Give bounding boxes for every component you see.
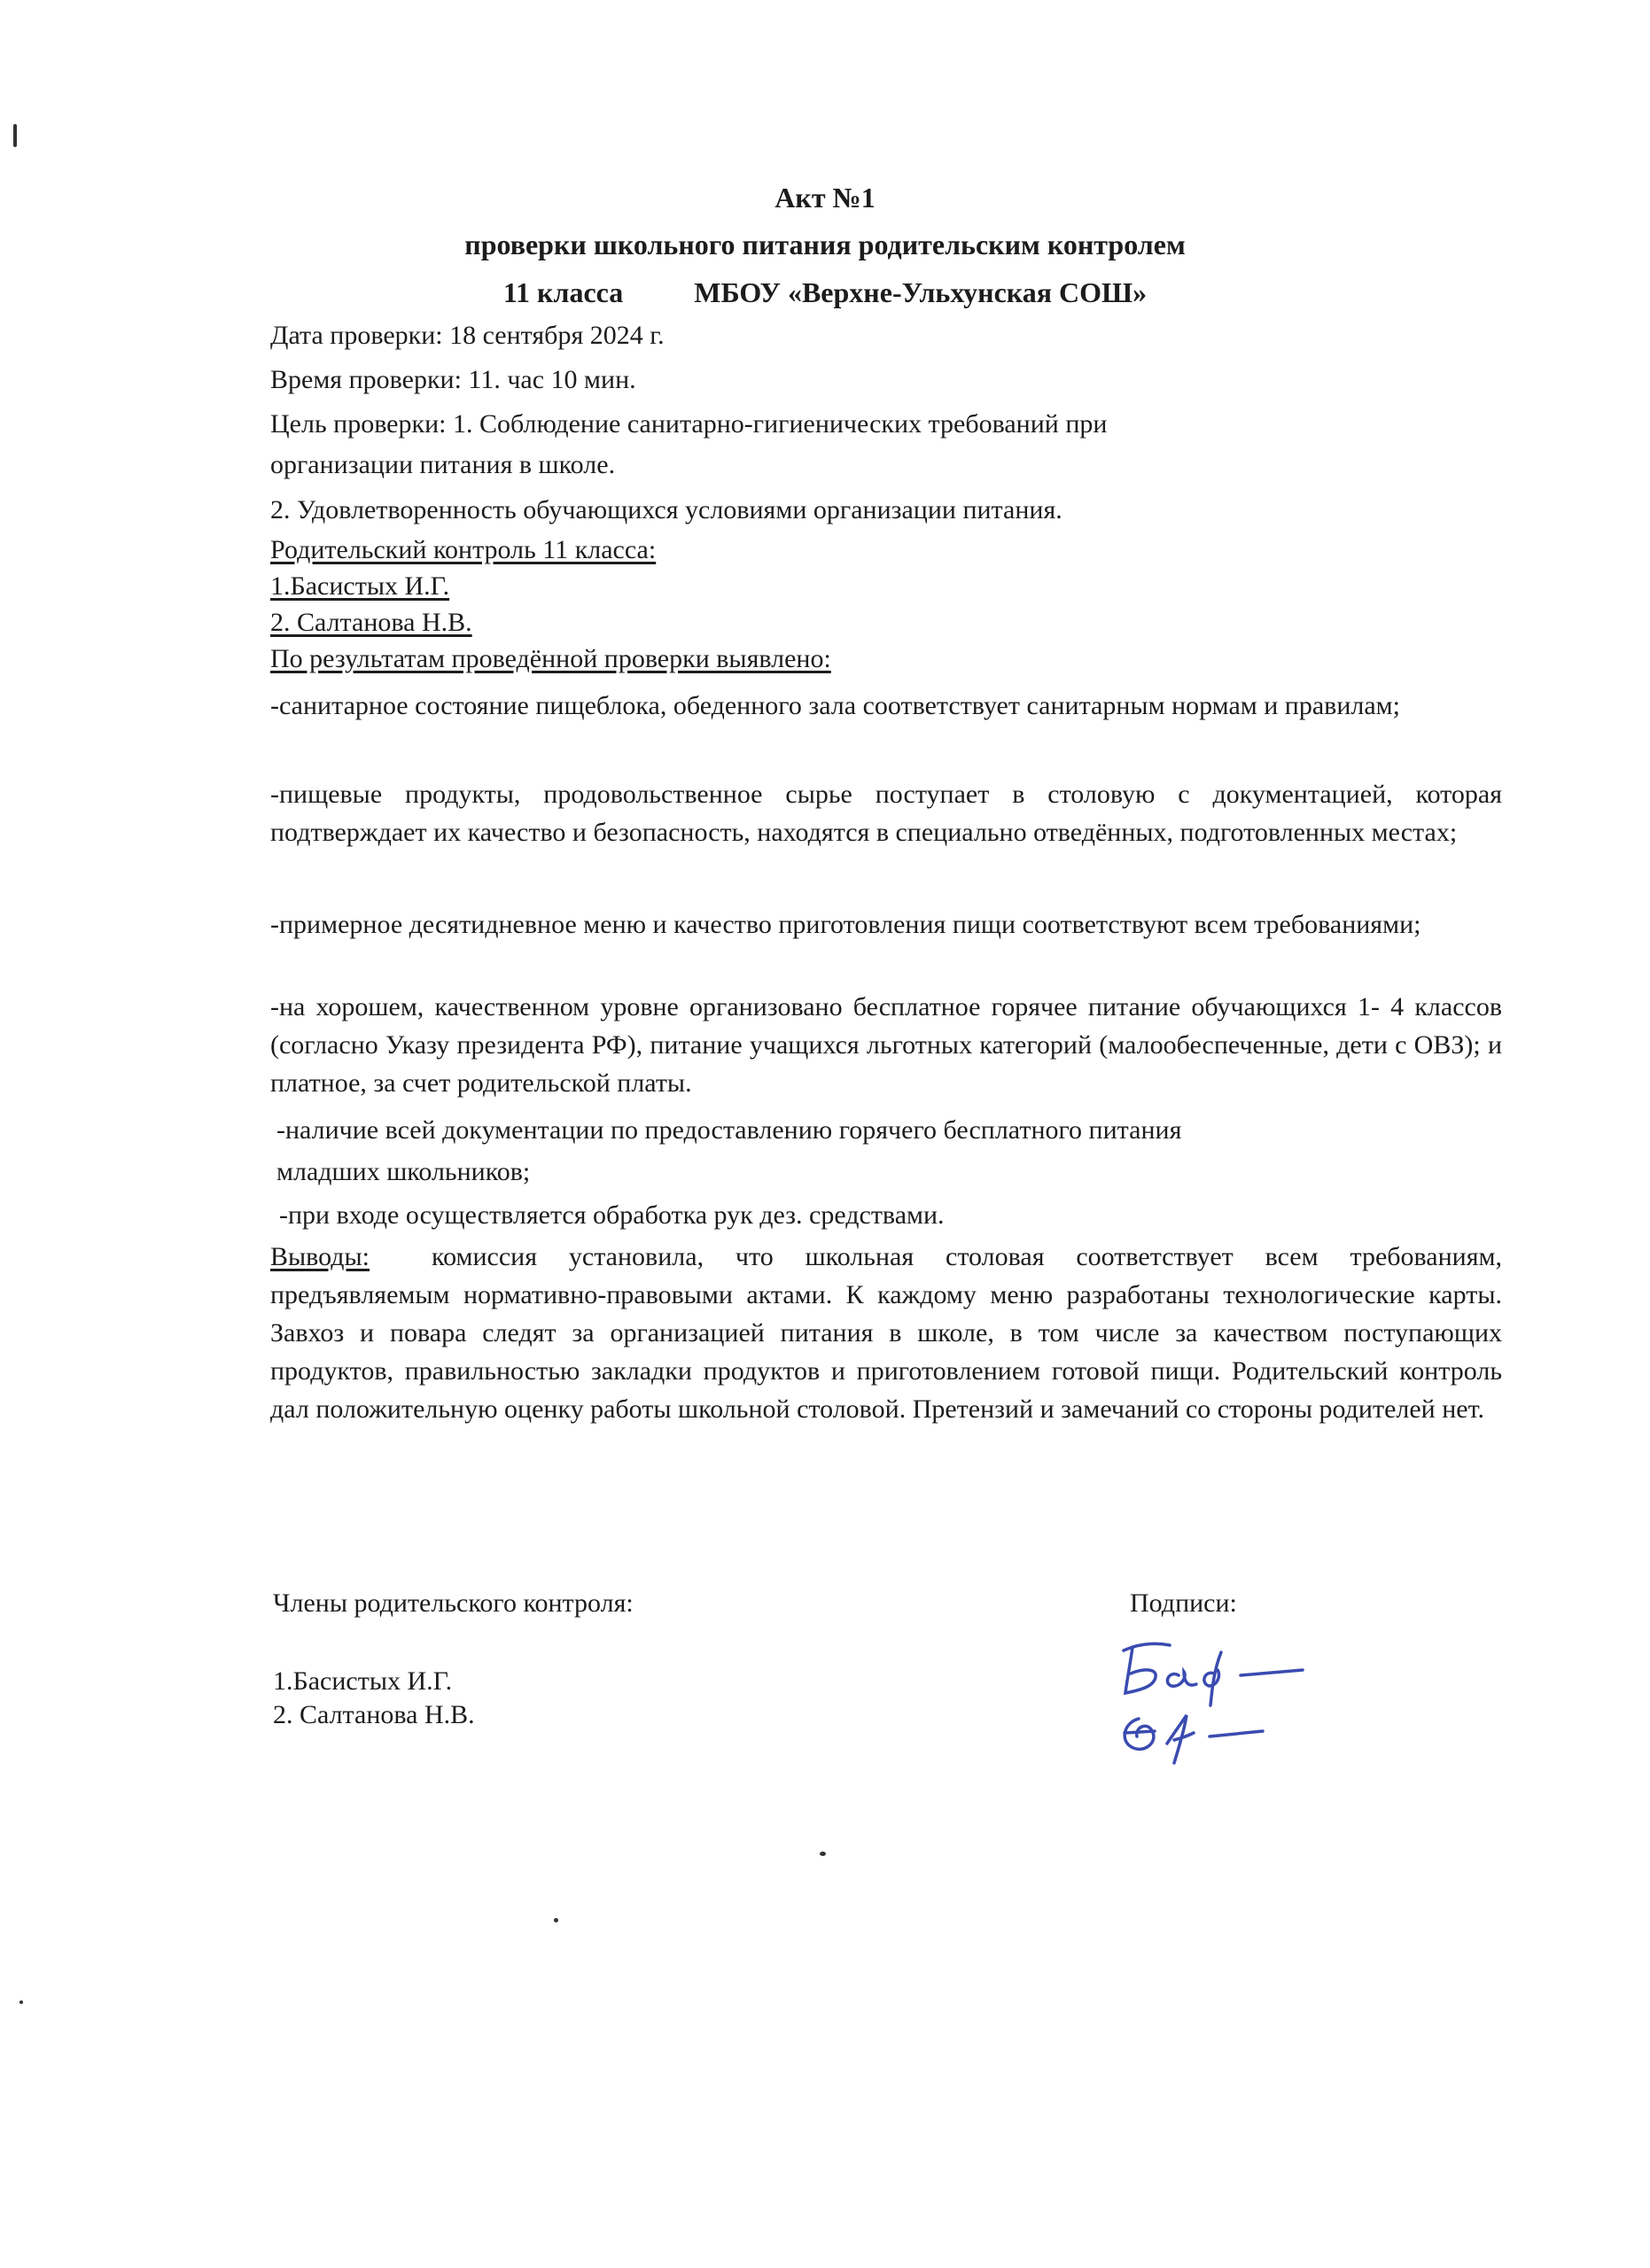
members-label: Члены родительского контроля: [273, 1588, 634, 1618]
commission-member1: 1.Басистых И.Г. [270, 571, 450, 601]
commission-heading: Родительский контроль 11 класса: [270, 535, 657, 564]
act-subject: проверки школьного питания родительским контролем [464, 229, 1186, 260]
check-date: Дата проверки: 18 сентября 2024 г. [270, 321, 665, 350]
signature-member2: 2. Салтанова Н.В. [273, 1700, 475, 1729]
class-label: 11 класса [502, 276, 624, 308]
check-goal-line2: организации питания в школе. [270, 450, 616, 479]
conclusion-label: Выводы: [270, 1242, 370, 1271]
scan-speck [554, 1918, 558, 1922]
scan-mark [13, 124, 17, 147]
finding-item5-line1: -наличие всей документации по предоставлению горячего бесплатного питания [276, 1115, 1182, 1145]
findings-heading: По результатам проведённой проверки выявлено: [270, 644, 831, 673]
conclusion-paragraph [270, 1238, 1502, 1428]
conclusion-text: комиссия установила, что школьная столовая соответствует всем требованиям, предъявляемым нормативно-правовыми актами. К каждому меню разработаны технологические карты. Завхоз и повара следят за организацией питания в школе, в том числе за качеством поступающих продуктов, правильностью закладки продуктов и приготовлением готовой пищи. Родительский контроль дал положительную оценку работы школьной столовой. Претензий и замечаний со стороны родителей нет. [270, 1242, 1502, 1424]
scan-speck [820, 1852, 826, 1856]
handwritten-signature-1 [1108, 1635, 1311, 1710]
finding-item: -примерное десятидневное меню и качество приготовления пищи соответствуют всем требованиями; [270, 910, 1421, 939]
finding-item: -санитарное состояние пищеблока, обеденного зала соответствует санитарным нормам и правилам; [270, 691, 1400, 720]
school-name: МБОУ «Верхне-Ульхунская СОШ» [694, 276, 1148, 308]
check-time: Время проверки: 11. час 10 мин. [270, 365, 636, 394]
signatures-label: Подписи: [1130, 1588, 1237, 1618]
signature-member1: 1.Басистых И.Г. [273, 1666, 453, 1696]
finding-item: -на хорошем, качественном уровне организовано бесплатное горячее питание обучающихся 1- 4 классов (согласно Указу президента РФ), питание учащихся льготных категорий (малообеспеченные, дети с ОВЗ); и платное, за счет родительской платы. [270, 992, 1502, 1098]
act-class-school [0, 276, 1650, 309]
check-goal-line1: Цель проверки: 1. Соблюдение санитарно-гигиенических требований при [270, 409, 1108, 439]
commission-member2: 2. Салтанова Н.В. [270, 608, 472, 637]
check-goal-item2: 2. Удовлетворенность обучающихся условиями организации питания. [270, 495, 1062, 524]
act-title: Акт №1 [774, 182, 876, 214]
finding-item5-line2: младших школьников; [276, 1157, 531, 1186]
finding-item6: -при входе осуществляется обработка рук дез. средствами. [279, 1200, 945, 1230]
scan-speck [19, 2000, 23, 2004]
finding-item: -пищевые продукты, продовольственное сырье поступает в столовую с документацией, которая подтверждает их качество и безопасность, находятся в специально отведённых, подготовленных местах; [270, 780, 1502, 847]
handwritten-signature-2 [1112, 1701, 1272, 1772]
